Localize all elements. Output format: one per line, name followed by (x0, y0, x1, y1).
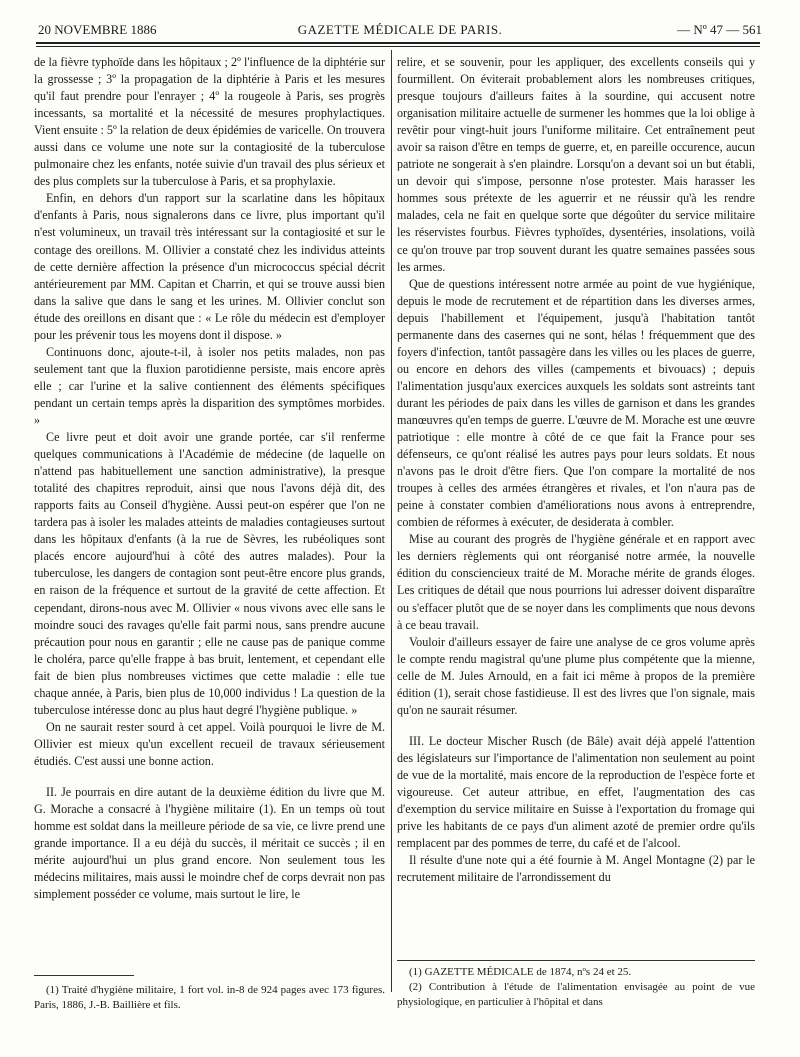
paragraph: Il résulte d'une note qui a été fournie à M. Angel Montagne (2) par le recrutement militaire de l'arrondissement du (397, 853, 755, 885)
footnote: (2) Contribution à l'étude de l'alimentation envisagée au point de vue physiologique, en particulier à l'hôpital et dans (397, 981, 755, 1008)
left-footnotes (34, 983, 385, 1013)
header-rule (36, 42, 760, 44)
paragraph: Mise au courant des progrès de l'hygiène générale et en rapport avec les derniers règlements qui ont réorganisé notre armée, la nouvelle édition du consciencieux traité de M. Morache mérite de grands éloges. Les critiques de détail que nous pourrions lui adresser doivent disparaître ou s'effacer plutôt que de se noyer dans les compliments que nous devons à ce beau travail. (397, 532, 755, 632)
paragraph: III. Le docteur Mischer Rusch (de Bâle) avait déjà appelé l'attention des législateurs sur l'importance de l'alimentation non seulement au point de vue de la mortalité, mais encore de la reproduction de l'espèce forte et vigoureuse. Cet auteur attribue, en effet, l'augmentation des cas d'exemption du service militaire en Suisse à l'exportation du fromage qui prive les habitants de ce pays d'un aliment azoté de premier ordre qu'ils remplacent par des pommes de terre, du café et de l'alcool. (397, 733, 755, 851)
paragraph: Continuons donc, ajoute-t-il, à isoler nos petits malades, non pas seulement tant que la fluxion parotidienne persiste, mais encore après elle ; car l'urine et la salive contiennent des éléments spécifiques pendant un certain temps après la disparition des symptômes morbides. » (34, 344, 385, 427)
paragraph: Ce livre peut et doit avoir une grande portée, car s'il renferme quelques communications à l'Académie de médecine (de laquelle on n'attend pas habituellement une sanction administrative), la presque totalité des chapitres reproduit, ainsi que nous l'avons déjà dit, des rapports faits au Conseil d'hygiène. Aussi peut-on espérer que l'on ne tardera pas à isoler les malades atteints de maladies contagieuses surtout dans les hôpitaux d'enfants (à la rue de Sèvres, les rubéoliques sont placés encore aujourd'hui à côté des autres malades). Pour la tuberculose, les dangers de contagion sont peut-être encore plus grands, en raison de la fréquence et surtout de la gravité de cette affection. Et cependant, dirons-nous avec M. Ollivier « nous vivons avec elle sans le moindre souci des ravages qu'elle fait parmi nous, sans prendre aucune précaution pour nous en garantir ; elle ne cause pas de panique comme le choléra, parce qu'elle frappe à bas bruit, lentement, et cependant elle fait de bien plus nombreuses victimes que cette maladie : elle tue chaque année, à Paris, bien plus de 10,000 individus ! La question de la tuberculose intéresse donc au plus haut degré l'hygiène publique. » (34, 430, 385, 717)
footnote: (1) GAZETTE MÉDICALE de 1874, nºs 24 et 25. (409, 966, 632, 978)
header-date: 20 NOVEMBRE 1886 (38, 22, 157, 37)
paragraph: II. Je pourrais en dire autant de la deuxième édition du livre que M. G. Morache a consacré à l'hygiène militaire (1). En un temps où tout homme est soldat dans la meilleure période de sa vie, ce livre prend une grande importance. Il a eu déjà du succès, il méritait ce succès ; il en mérite aujourd'hui un plus grand encore. Non seulement tous les médecins militaires, mais aussi le moindre chef de corps devrait non pas simplement posséder ce volume, mais surtout le lire, le (34, 784, 385, 902)
right-footnotes (397, 965, 755, 1010)
paragraph: Enfin, en dehors d'un rapport sur la scarlatine dans les hôpitaux d'enfants à Paris, nous signalerons dans ce livre, plus important qu'il n'est volumineux, un travail très intéressant sur la contagiosité et sur le contage des oreillons. M. Ollivier a constaté chez les individus atteints de cette dernière affection la présence d'un micrococcus spécial décrit antérieurement par MM. Capitan et Charrin, et qui se trouve aussi bien dans la salive que dans le sang et les urines. M. Ollivier conclut son étude des oreillons en disant que : « Le rôle du médecin est d'employer pour les prévenir tous les moyens dont il dispose. » (34, 191, 385, 342)
footnote-rule (397, 960, 755, 961)
paragraph: On ne saurait rester sourd à cet appel. Voilà pourquoi le livre de M. Ollivier est mieux qu'un excellent recueil de travaux sérieusement étudiés. C'est aussi une bonne action. (34, 719, 385, 768)
paragraph: Que de questions intéressent notre armée au point de vue hygiénique, depuis le mode de recrutement et de répartition dans les diverses armes, depuis l'habillement et l'équipement, jusqu'à l'habitation tantôt permanente dans des casernes qui ne sont, hélas ! fréquemment que des foyers d'infection, tantôt passagère dans les villes ou les places de guerre, ou encore en dehors des villes (campements et bivouacs) ; depuis l'alimentation jusqu'aux exercices auxquels les soldats sont astreints tant durant les périodes de paix dans les villes de garnison et dans les grandes manœuvres qu'en temps de guerre. L'œuvre de M. Morache est une œuvre patriotique : elle montre à côté de ce que fait la France pour ses défenseurs, ce qu'ont réalisé les autres pays pour leurs soldats. Et nous n'avons pas le droit d'être fiers. Que l'on compare la mortalité de nos troupes à celles des armées étrangères et rivales, et l'on n'aura pas de peine à constater combien d'améliorations nous avons à entreprendre, combien de réformes à exécuter, de desiderata à combler. (397, 276, 755, 530)
header-title: GAZETTE MÉDICALE DE PARIS. (297, 22, 503, 37)
paragraph: Vouloir d'ailleurs essayer de faire une analyse de ce gros volume après le compte rendu magistral qu'une plume plus compétente que la mienne, celle de M. Jules Arnould, en a fait ici même à propos de la première édition (1), serait chose fastidieuse. Il est des livres que l'on signale, mais qu'on ne saurait résumer. (397, 634, 755, 717)
footnote: (1) Traité d'hygiène militaire, 1 fort vol. in-8 de 924 pages avec 173 figures. Paris, 1886, J.-B. Baillière et fils. (34, 984, 385, 1011)
footnote-rule (34, 975, 134, 976)
header-rule-thin (36, 46, 760, 47)
right-column (397, 54, 755, 886)
column-separator (391, 50, 392, 992)
header-issue-number: — Nº 47 — 561 (677, 22, 762, 37)
page-header (38, 22, 762, 42)
paragraph: relire, et se souvenir, pour les appliquer, des excellents conseils qui y fourmillent. On éviterait probablement alors les nombreuses critiques, presque toujours d'ailleurs faites à la sourdine, qui accusent notre organisation militaire actuelle de surmener les hommes que la loi oblige à revêtir pour vingt-huit jours l'uniforme militaire. Cet entraînement peut avoir sa raison d'être en temps de guerre, et, en pareille occurence, aucun patriote ne songerait à s'en plaindre. Lorsqu'on a devant soi un but établi, un devoir qui s'impose, personne n'ose protester. Mais harasser les hommes sous prétexte de les aguerrir et ne réussir qu'à les rendre malades, cela ne fait en quelque sorte que dégoûter du service militaire les réservistes fourbus. Fièvres typhoïdes, dysentéries, insolations, voilà ce qu'on trouve par trop souvent durant les quatre semaines passées sous les armes. (397, 55, 755, 274)
left-column (34, 54, 385, 903)
paragraph: de la fièvre typhoïde dans les hôpitaux ; 2º l'influence de la diphtérie sur la grossesse ; 3º la propagation de la diphtérie à Paris et les mesures qu'il faut prendre pour l'enrayer ; 4º la rougeole à Paris, ses progrès incessants, sa mortalité et la nécessité de mesures prophylactiques. Vient ensuite : 5º la relation de deux épidémies de varicelle. On trouvera aussi dans ce volume une note sur la contagiosité de la tuberculose pulmonaire chez les enfants, notée suivie d'un travail des plus sérieux et des plus complets sur la tuberculose à Paris, et sa prophylaxie. (34, 55, 385, 189)
